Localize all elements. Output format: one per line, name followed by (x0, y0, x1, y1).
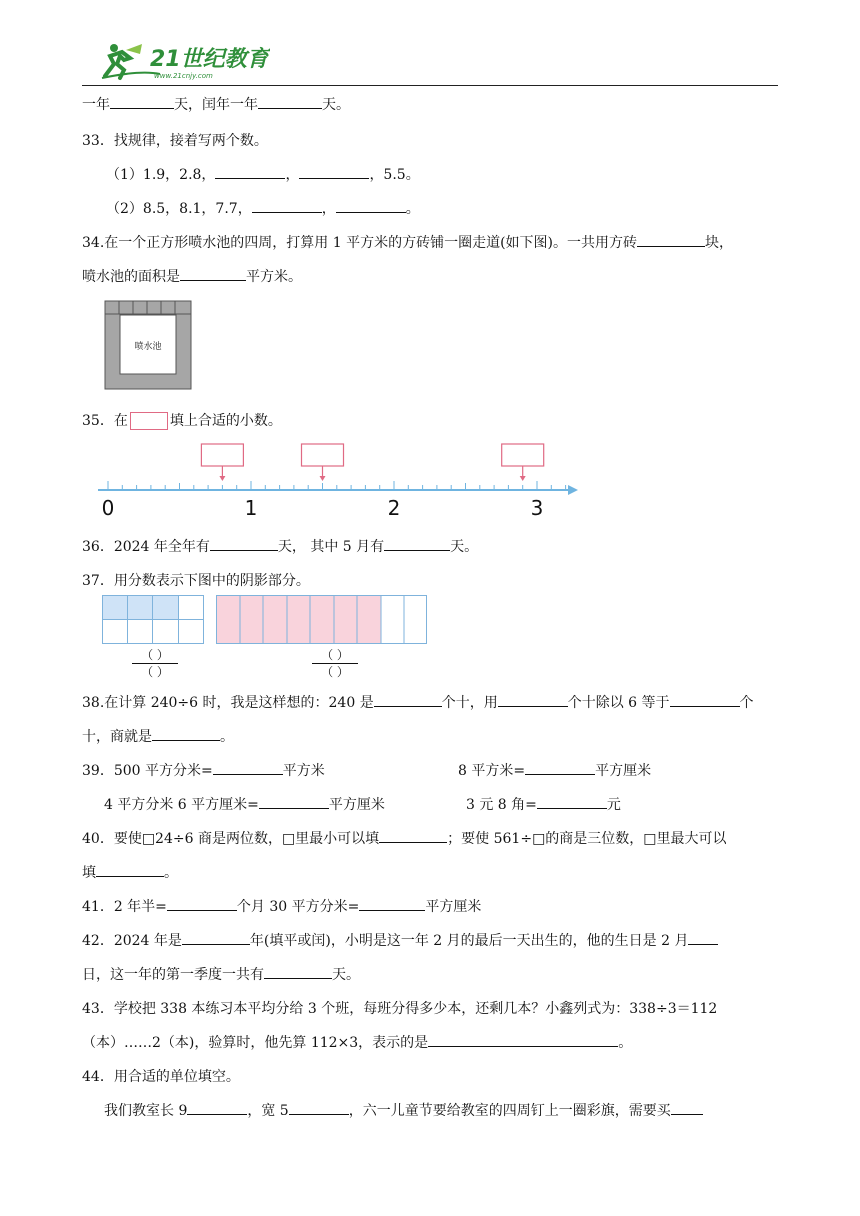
answer-blank[interactable] (498, 693, 568, 707)
answer-blank[interactable] (259, 795, 329, 809)
number-line-label: 0 (101, 496, 115, 520)
answer-blank[interactable] (215, 165, 285, 179)
q39-a2: 8 平方米= 平方厘米 (458, 763, 652, 779)
logo-url: www.21cnjy.com (154, 72, 213, 80)
answer-blank[interactable] (180, 267, 246, 281)
q44-title: 44．用合适的单位填空。 (82, 1069, 240, 1085)
answer-blank[interactable] (537, 795, 607, 809)
answer-blank[interactable] (525, 761, 595, 775)
answer-blank[interactable] (264, 965, 332, 979)
q33-part2: （2）8.5，8.1，7.7， ， 。 (106, 201, 420, 217)
q44-line1: 我们教室长 9 ，宽 5 ，六一儿童节要给教室的四周钉上一圈彩旗，需要买 (104, 1100, 703, 1120)
q34-line2: 喷水池的面积是 平方米。 (82, 269, 302, 285)
header-divider (82, 85, 778, 86)
fountain-diagram (104, 300, 192, 394)
answer-blank[interactable] (336, 199, 406, 213)
q42-line1: 42．2024 年是 年(填平或闰)，小明是这一年 2 月的最后一天出生的，他的生日是 2 月 (82, 930, 718, 950)
number-line (98, 440, 588, 528)
fraction-grid-1 (102, 595, 206, 649)
fraction-answer-1[interactable]: （ ） （ ） (132, 648, 178, 679)
answer-box-sample (130, 412, 168, 430)
answer-blank[interactable] (167, 897, 237, 911)
answer-blank[interactable] (182, 931, 250, 945)
q33-part1: （1）1.9，2.8， ， ，5.5。 (106, 167, 420, 183)
answer-blank[interactable] (374, 693, 442, 707)
answer-blank[interactable] (213, 761, 283, 775)
answer-blank[interactable] (688, 931, 718, 945)
answer-blank[interactable] (671, 1101, 703, 1115)
q39-a1: 39．500 平方分米= 平方米 (82, 763, 325, 779)
q37-title: 37．用分数表示下图中的阴影部分。 (82, 573, 310, 589)
answer-blank[interactable] (379, 829, 447, 843)
q32-line: 一年 天，闰年一年 天。 (82, 97, 350, 113)
answer-box[interactable] (302, 444, 344, 466)
answer-blank[interactable] (428, 1033, 618, 1047)
answer-blank[interactable] (289, 1101, 349, 1115)
answer-blank[interactable] (670, 693, 740, 707)
q35-line: 35．在 填上合适的小数。 (82, 413, 282, 429)
answer-blank[interactable] (96, 863, 164, 877)
number-line-label: 1 (244, 496, 258, 520)
q41-line: 41．2 年半= 个月 30 平方分米= 平方厘米 (82, 899, 482, 915)
logo-text: 21世纪教育 (150, 47, 269, 72)
pool-label: 喷水池 (134, 342, 162, 352)
q43-line2: （本）……2（本)，验算时，他先算 112×3，表示的是 。 (82, 1035, 633, 1051)
answer-blank[interactable] (384, 537, 450, 551)
answer-blank[interactable] (252, 199, 322, 213)
q34-line1: 34.在一个正方形喷水池的四周，打算用 1 平方米的方砖铺一圈走道(如下图)。一共用方砖 块， (82, 235, 733, 251)
answer-blank[interactable] (258, 95, 322, 109)
q39-b1: 4 平方分米 6 平方厘米= 平方厘米 (104, 797, 385, 813)
q42-line2: 日，这一年的第一季度一共有 天。 (82, 967, 360, 983)
answer-blank[interactable] (359, 897, 425, 911)
number-line-label: 3 (530, 496, 544, 520)
q38-line1: 38.在计算 240÷6 时，我是这样想的：240 是 个十，用 个十除以 6 等于 个 (82, 695, 754, 711)
answer-blank[interactable] (110, 95, 174, 109)
arrow-right-icon (568, 485, 578, 495)
q40-line1: 40．要使□24÷6 商是两位数，□里最小可以填 ；要使 561÷□的商是三位数，□里最大可以 (82, 831, 727, 847)
q38-line2: 十，商就是 。 (82, 729, 234, 745)
answer-blank[interactable] (152, 727, 220, 741)
q40-line2: 填 。 (82, 865, 178, 881)
number-line-label: 2 (387, 496, 401, 520)
answer-blank[interactable] (210, 537, 278, 551)
q43-line1: 43．学校把 338 本练习本平均分给 3 个班，每班分得多少本，还剩几本？小鑫列式为：338÷3＝112 (82, 1001, 718, 1017)
answer-box[interactable] (201, 444, 243, 466)
q36-line: 36．2024 年全年有 天， 其中 5 月有 天。 (82, 539, 479, 555)
arrow-down-icon (520, 476, 526, 481)
arrow-down-icon (320, 476, 326, 481)
q39-b2: 3 元 8 角= 元 (466, 797, 621, 813)
site-logo (100, 40, 270, 88)
fraction-grid-2 (216, 595, 428, 649)
answer-blank[interactable] (299, 165, 369, 179)
answer-blank[interactable] (637, 233, 705, 247)
answer-box[interactable] (502, 444, 544, 466)
q33-title: 33．找规律，接着写两个数。 (82, 133, 268, 149)
fraction-answer-2[interactable]: （ ） （ ） (312, 648, 358, 679)
runner-logo-icon (100, 40, 270, 84)
arrow-down-icon (219, 476, 225, 481)
answer-blank[interactable] (187, 1101, 247, 1115)
